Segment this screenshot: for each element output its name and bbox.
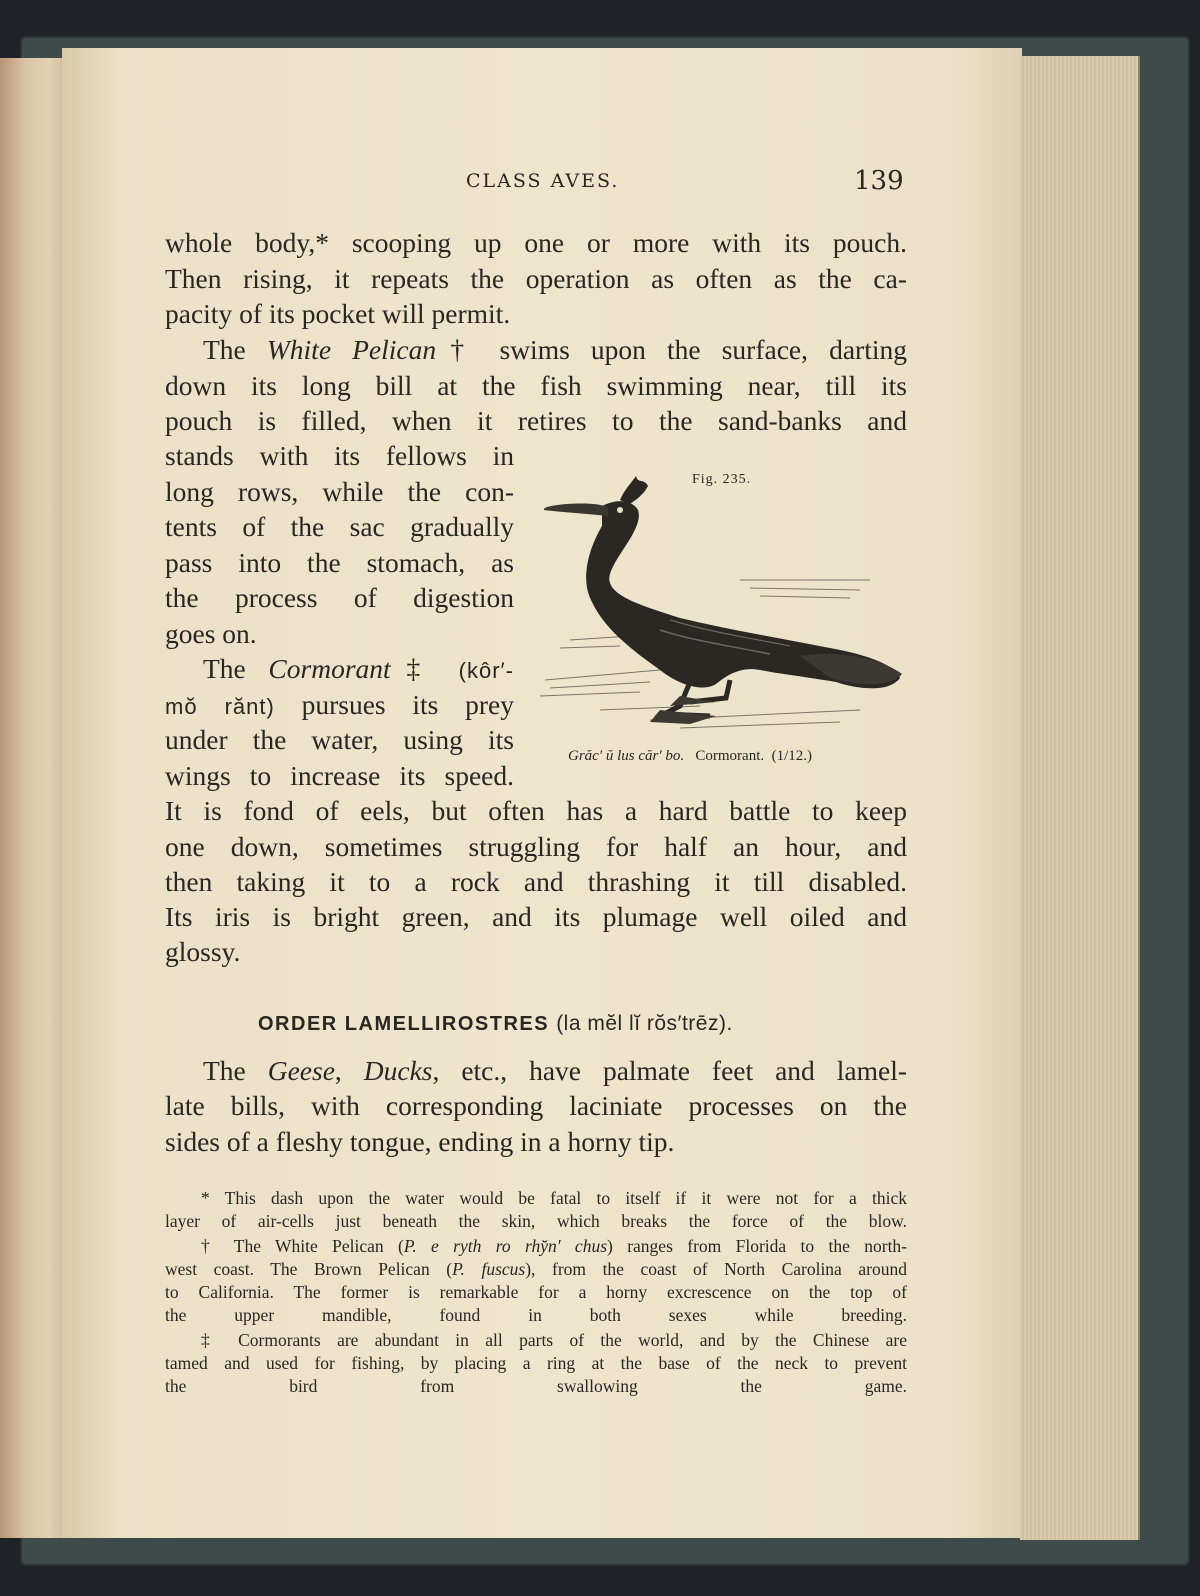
footnote-line: † The White Pelican (P. e ryth ro rhy̆n′ chus) ranges from Florida to the north- <box>201 1236 908 1256</box>
order-name: ORDER LAMELLIROSTRES <box>258 1013 550 1035</box>
text-line: pouch is filled, when it retires to the sand-banks and <box>165 405 907 436</box>
scientific-name: Grăc′ ŭ lus căr′ bo. <box>568 748 685 764</box>
text-line: It is fond of eels, but often has a hard battle to keep <box>165 795 907 826</box>
text-line: pacity of its pocket will permit. <box>165 298 511 329</box>
common-name: Cormorant. <box>695 748 765 764</box>
text-line: Then rising, it repeats the operation as often as the ca- <box>165 263 907 294</box>
scientific-name: P. fuscus <box>452 1259 526 1279</box>
footnote-line: * This dash upon the water would be fatal to itself if it were not for a thick <box>201 1188 907 1208</box>
text-line: then taking it to a rock and thrashing it till disabled. <box>165 866 907 897</box>
footnote-line: layer of air-cells just beneath the skin, which breaks the force of the blow. <box>165 1211 907 1231</box>
text-line: the process of digestion <box>165 582 514 613</box>
left-page-edge <box>0 58 70 1538</box>
text-line: tents of the sac gradually <box>165 511 514 542</box>
footnote-line: the upper mandible, found in both sexes while breeding. <box>165 1305 907 1325</box>
text-line: under the water, using its <box>165 724 514 755</box>
page-number: 139 <box>854 166 904 196</box>
text-line: sides of a fleshy tongue, ending in a horny tip. <box>165 1126 675 1157</box>
text-line: down its long bill at the fish swimming near, till its <box>165 370 907 401</box>
text-line: long rows, while the con- <box>165 476 514 507</box>
text-line: goes on. <box>165 618 257 649</box>
text-line: whole body,* scooping up one or more with its pouch. <box>165 227 907 258</box>
scientific-name: P. e ryth ro rhy̆n′ chus <box>403 1236 608 1256</box>
text-line: stands with its fellows in <box>165 440 514 471</box>
text-line: glossy. <box>165 936 241 967</box>
group-name: Ducks <box>363 1055 433 1086</box>
running-head: CLASS AVES. <box>466 170 620 192</box>
figure-caption <box>568 748 812 765</box>
figure-label: Fig. 235. <box>692 472 752 487</box>
text-line: The Geese, Ducks, etc., have palmate feet and lamel- <box>203 1055 907 1086</box>
footnote-line: west coast. The Brown Pelican (P. fuscus), from the coast of North Carolina around <box>165 1259 907 1279</box>
text-line: one down, sometimes struggling for half an hour, and <box>165 831 907 862</box>
footnote-line: ‡ Cormorants are abundant in all parts of the world, and by the Chinese are <box>201 1330 907 1350</box>
text-line: Its iris is bright green, and its plumage well oiled and <box>165 901 907 932</box>
footnote-line: to California. The former is remarkable for a horny excrescence on the top of <box>165 1282 907 1302</box>
cormorant-illustration <box>540 470 906 740</box>
text-line: wings to increase its speed. <box>165 760 514 791</box>
species-name: Cormorant <box>268 653 391 684</box>
text-line: mŏ rănt) pursues its prey <box>165 689 514 720</box>
group-name: Geese <box>267 1055 335 1086</box>
section-heading <box>258 1012 733 1036</box>
text-line: late bills, with corresponding laciniate processes on the <box>165 1090 907 1121</box>
pronunciation: mŏ rănt) <box>165 694 275 719</box>
text-line: pass into the stomach, as <box>165 547 514 578</box>
text-line: The White Pelican† swims upon the surface, darting <box>203 334 907 365</box>
pronunciation: (kôr′- <box>458 658 514 683</box>
footnote-line: the bird from swallowing the game. <box>165 1376 907 1396</box>
species-name: White Pelican <box>266 334 437 365</box>
footnote-line: tamed and used for fishing, by placing a ring at the base of the neck to prevent <box>165 1353 907 1373</box>
scale: (1/12.) <box>771 748 813 764</box>
text-line: The Cormorant‡ (kôr′- <box>203 653 514 684</box>
pronunciation: (la mĕl lĭ rŏs′trēz). <box>556 1012 733 1035</box>
page-block-edges <box>1020 56 1140 1540</box>
